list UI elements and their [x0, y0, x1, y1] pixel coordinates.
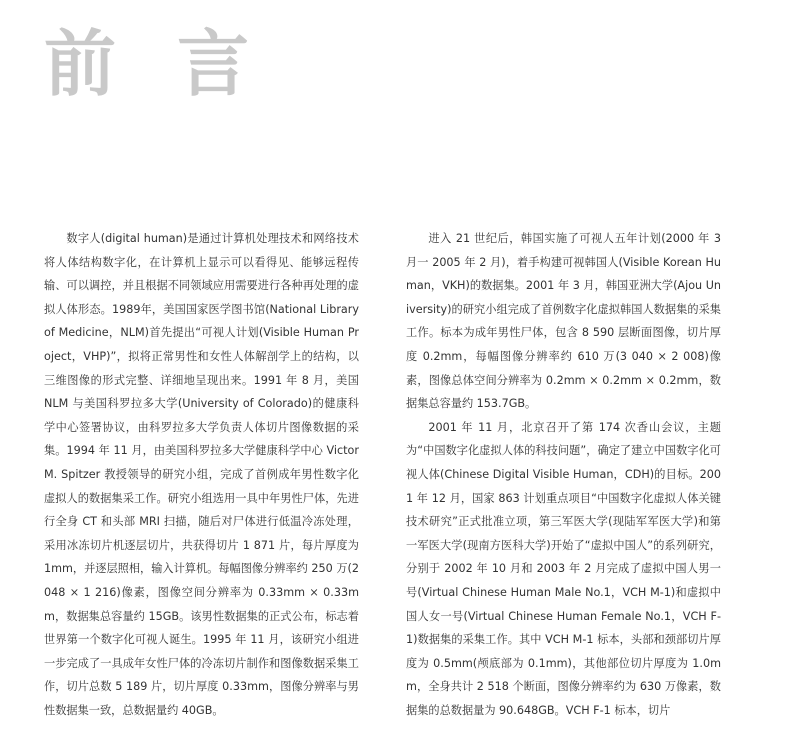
left-column [44, 227, 359, 722]
paragraph: 数字人(digital human)是通过计算机处理技术和网络技术将人体结构数字化，在计算机上显示可以看得见、能够远程传输、可以调控，并且根据不同领域应用需要进行各种再处理的虚拟人体形态。1989年，美国国家医学图书馆(National Library of Medicine，NLM)首先提出“可视人计划(Visible Human Project，VHP)”，拟将正常男性和女性人体解剖学上的结构，以三维图像的形式完整、详细地呈现出来。1991 年 8 月，美国 NLM 与美国科罗拉多大学(University of Colorado)的健康科学中心签署协议，由科罗拉多大学负责人体切片图像数据的采集。1994 年 11 月，由美国科罗拉多大学健康科学中心 Victor M. Spitzer 教授领导的研究小组，完成了首例成年男性数字化虚拟人的数据集采工作。研究小组选用一具中年男性尸体，先进行全身 CT 和头部 MRI 扫描，随后对尸体进行低温冷冻处理，采用冰冻切片机逐层切片，共获得切片 1 871 片，每片厚度为 1mm，并逐层照相，输入计算机。每幅图像分辨率约 250 万(2 048 × 1 216)像素，图像空间分辨率为 0.33mm × 0.33mm，数据集总容量约 15GB。该男性数据集的正式公布，标志着世界第一个数字化可视人诞生。1995 年 11 月，该研究小组进一步完成了一具成年女性尸体的冷冻切片制作和图像数据采集工作，切片总数 5 189 片，切片厚度 0.33mm，图像分辨率与男性数据集一致，总数据量约 40GB。 [44, 232, 359, 717]
paragraph: 2001 年 11 月，北京召开了第 174 次香山会议，主题为“中国数字化虚拟人体的科技问题”，确定了建立中国数字化可视人体(Chinese Digital Visible Human，CDH)的目标。2001 年 12 月，国家 863 计划重点项目“中国数字化虚拟人体关键技术研究”正式批准立项，第三军医大学(现陆军军医大学)和第一军医大学(现南方医科大学)开始了“虚拟中国人”的系列研究，分别于 2002 年 10 月和 2003 年 2 月完成了虚拟中国人男一号(Virtual Chinese Human Male No.1，VCH M-1)和虚拟中国人女一号(Virtual Chinese Human Female No.1，VCH F-1)数据集的采集工作。其中 VCH M-1 标本，头部和颈部切片厚度为 0.5mm(颅底部为 0.1mm)，其他部位切片厚度为 1.0mm，全身共计 2 518 个断面，图像分辨率约为 630 万像素，数据集的总数据量为 90.648GB。VCH F-1 标本，切片 [406, 420, 721, 717]
paragraph: 进入 21 世纪后，韩国实施了可视人五年计划(2000 年 3 月一 2005 年 2 月)，着手构建可视韩国人(Visible Korean Human，VKH)的数据集。2001 年 3 月，韩国亚洲大学(Ajou University)的研究小组完成了首例数字化虚拟韩国人数据集的采集工作。标本为成年男性尸体，包含 8 590 层断面图像，切片厚度 0.2mm，每幅图像分辨率约 610 万(3 040 × 2 008)像素，图像总体空间分辨率为 0.2mm × 0.2mm × 0.2mm，数据集总容量约 153.7GB。 [406, 232, 721, 411]
right-column [406, 227, 721, 722]
page-title: 前 言 [44, 22, 268, 106]
